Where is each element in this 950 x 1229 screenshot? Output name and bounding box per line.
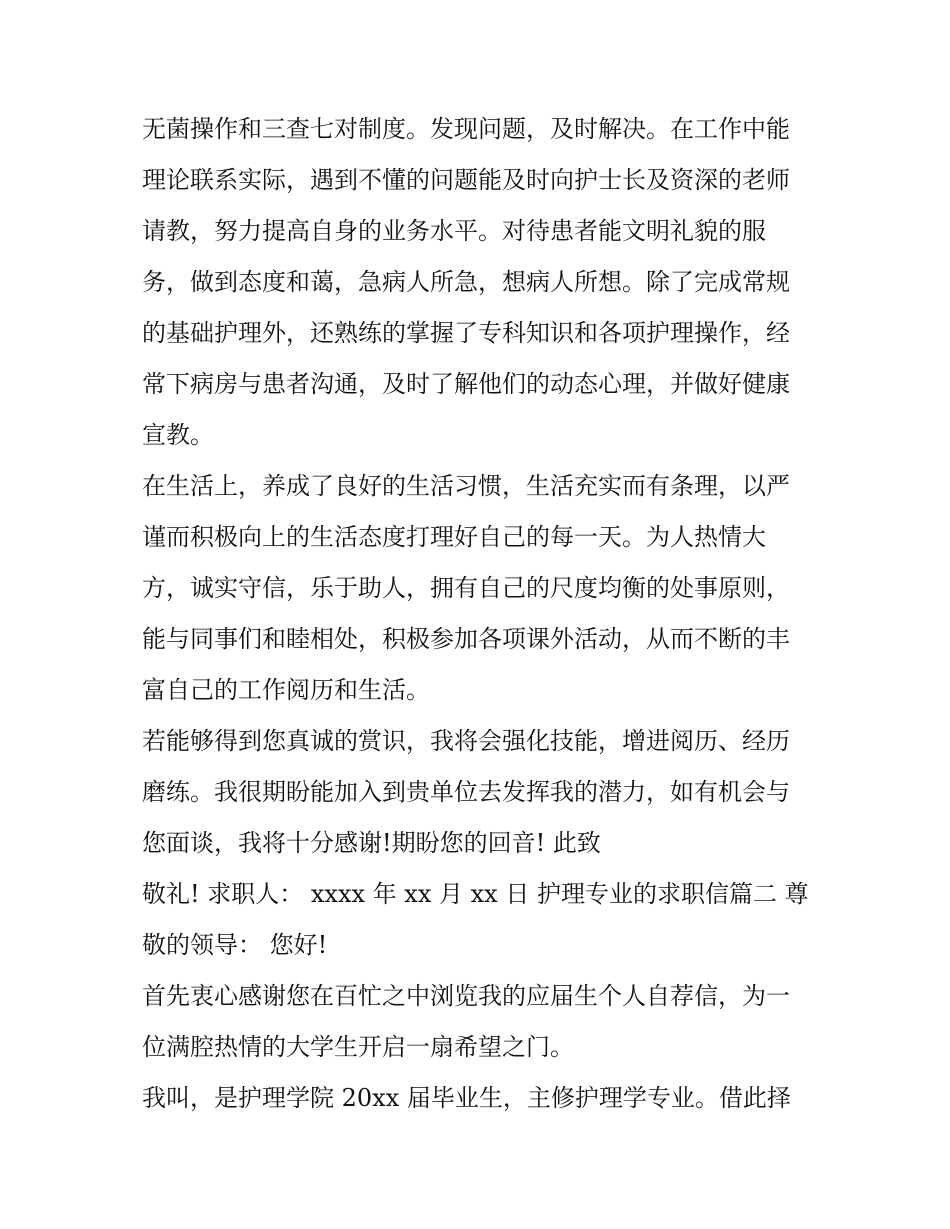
text-line: 宣教。 <box>142 421 214 449</box>
text-line: 理论联系实际，遇到不懂的问题能及时向护士长及资深的老师 <box>142 166 790 194</box>
text-line: 能与同事们和睦相处，积极参加各项课外活动，从而不断的丰 <box>142 625 790 653</box>
text-line: 请教，努力提高自身的业务水平。对待患者能文明礼貌的服 <box>142 217 766 245</box>
text-line: 常下病房与患者沟通，及时了解他们的动态心理，并做好健康 <box>142 370 790 398</box>
text-line: 您面谈，我将十分感谢!期盼您的回音! 此致 <box>142 829 601 857</box>
text-line: 在生活上，养成了良好的生活习惯，生活充实而有条理，以严 <box>142 472 790 500</box>
text-line: 我叫，是护理学院 20xx 届毕业生，主修护理学专业。借此择 <box>142 1084 791 1112</box>
text-line: 的基础护理外，还熟练的掌握了专科知识和各项护理操作，经 <box>142 319 790 347</box>
text-line: 敬礼! 求职人： xxxx 年 xx 月 xx 日 护理专业的求职信篇二 尊 <box>142 880 809 908</box>
document-body <box>142 104 822 1124</box>
text-line: 方，诚实守信，乐于助人，拥有自己的尺度均衡的处事原则， <box>142 574 790 602</box>
text-line: 首先衷心感谢您在百忙之中浏览我的应届生个人自荐信，为一 <box>142 982 790 1010</box>
text-line: 若能够得到您真诚的赏识，我将会强化技能，增进阅历、经历 <box>142 727 790 755</box>
text-line: 位满腔热情的大学生开启一扇希望之门。 <box>142 1033 574 1061</box>
text-line: 务，做到态度和蔼，急病人所急，想病人所想。除了完成常规 <box>142 268 790 296</box>
text-line: 谨而积极向上的生活态度打理好自己的每一天。为人热情大 <box>142 523 766 551</box>
text-line: 磨练。我很期盼能加入到贵单位去发挥我的潜力，如有机会与 <box>142 778 790 806</box>
text-line: 富自己的工作阅历和生活。 <box>142 676 430 704</box>
text-line: 无菌操作和三查七对制度。发现问题，及时解决。在工作中能 <box>142 115 790 143</box>
text-line: 敬的领导： 您好! <box>142 931 328 959</box>
